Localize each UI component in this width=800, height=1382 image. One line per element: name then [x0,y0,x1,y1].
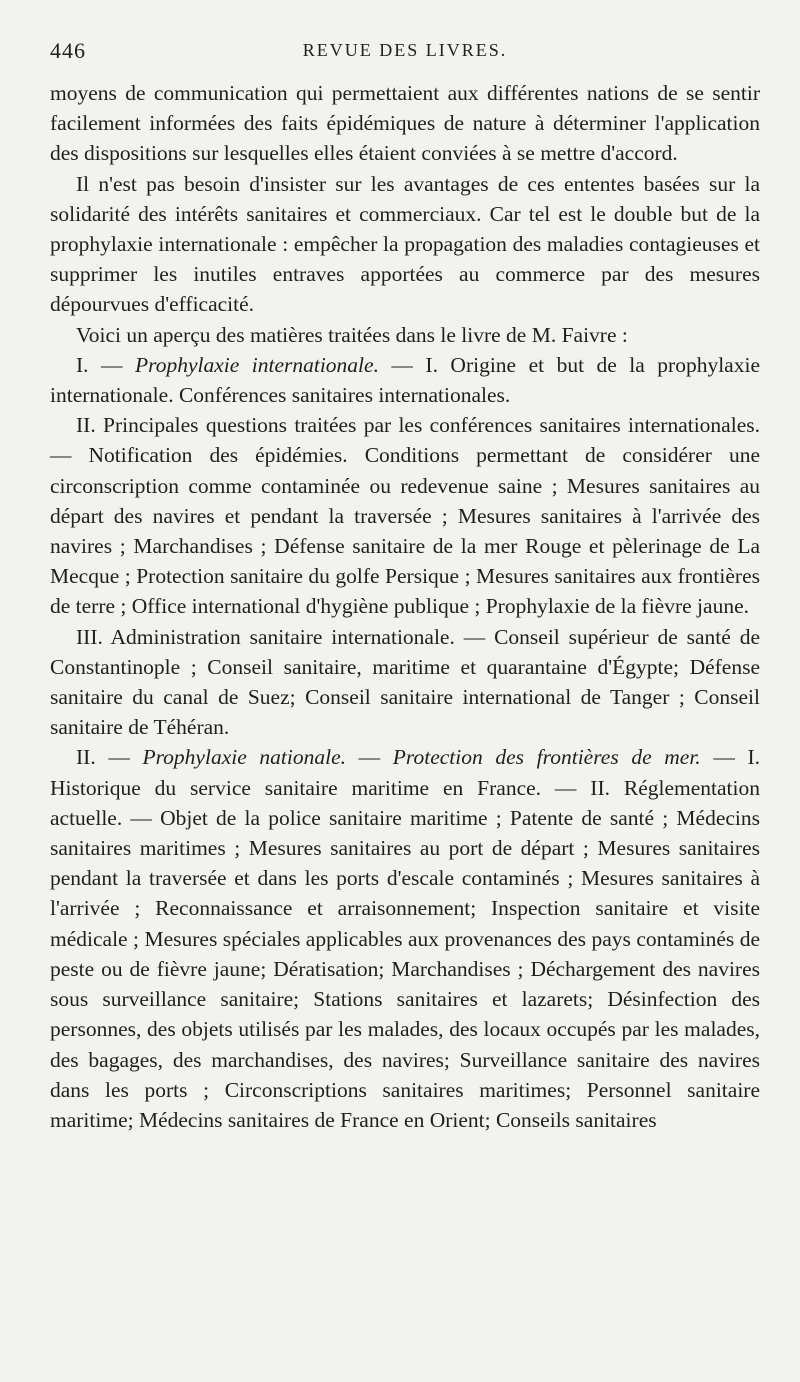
paragraph: III. Administration sanitaire internationale. — Conseil supérieur de santé de Constantinople ; Conseil sanitaire, maritime et quarantaine d'Égypte; Défense sanitaire du canal de Suez; Conseil sanitaire international de Tanger ; Conseil sanitaire de Téhéran. [50,624,760,740]
paragraph: moyens de communication qui permettaient aux différentes nations de se sentir facilement informées des faits épidémiques de nature à déterminer l'application des dispositions sur lesquelles elles étaient conviées à se mettre d'accord. [50,81,760,166]
section-text: — I. Origine et but de la prophylaxie internationale. Conférences sanitaires internationales. [50,352,760,408]
section-subtitle: Protection des frontières de mer. [392,745,701,770]
running-title: REVUE DES LIVRES. [302,40,508,60]
paragraph: Voici un aperçu des matières traitées dans le livre de M. Faivre : [76,322,628,347]
section-number: II. — [76,745,143,770]
section-number: I. — [76,352,135,377]
body-text [50,78,760,1135]
page-header [50,34,760,78]
section-separator: — [346,745,393,770]
paragraph-section-heading [50,350,760,410]
paragraph: Il n'est pas besoin d'insister sur les avantages de ces ententes basées sur la solidarité des intérêts sanitaires et commerciaux. Car tel est le double but de la prophylaxie internationale : empêcher la propagation des maladies contagieuses et supprimer les inutiles entraves apportées au commerce par des mesures dépourvues d'efficacité. [50,171,760,317]
paragraph: II. Principales questions traitées par les conférences sanitaires internationales. — Notification des épidémies. Conditions permettant de considérer une circonscription comme contaminée ou redevenue saine ; Mesures sanitaires au départ des navires et pendant la traversée ; Mesures sanitaires à l'arrivée des navires ; Marchandises ; Défense sanitaire de la mer Rouge et pèlerinage de La Mecque ; Protection sanitaire du golfe Persique ; Mesures sanitaires aux frontières de terre ; Office international d'hygiène publique ; Prophylaxie de la fièvre jaune. [50,413,760,619]
paragraph-section-heading [50,742,760,1135]
section-text: — I. Historique du service sanitaire maritime en France. — II. Réglementation actuelle. — Objet de la police sanitaire maritime ; Patente de santé ; Médecins sanitaires maritimes ; Mesures sanitaires au port de départ ; Mesures sanitaires pendant la traversée et dans les ports d'escale contaminés ; Mesures sanitaires à l'arrivée ; Reconnaissance et arraisonnement; Inspection sanitaire et visite médicale ; Mesures spéciales applicables aux provenances des pays contaminés de peste ou de fièvre jaune; Dératisation; Marchandises ; Déchargement des navires sous surveillance sanitaire; Stations sanitaires et lazarets; Désinfection des personnes, des objets utilisés par les malades, des locaux occupés par les malades, des bagages, des marchandises, des navires; Surveillance sanitaire des navires dans les ports ; Circonscriptions sanitaires maritimes; Personnel sanitaire maritime; Médecins sanitaires de France en Orient; Conseils sanitaires [50,745,760,1132]
page-number: 446 [50,38,86,63]
section-title: Prophylaxie nationale. [142,745,346,770]
section-title: Prophylaxie internationale. [135,352,379,377]
